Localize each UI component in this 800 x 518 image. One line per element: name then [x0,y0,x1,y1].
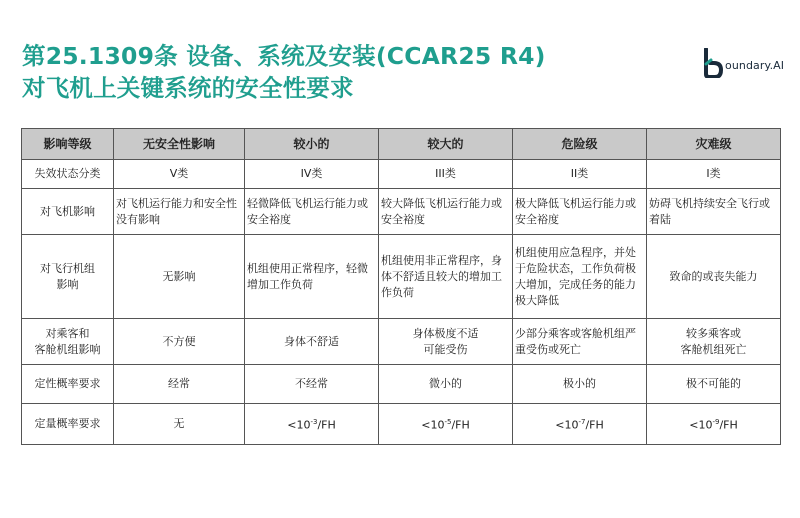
table-cell: 无影响 [114,235,245,319]
probability-exponent: -7 [578,418,586,427]
table-row [22,160,781,189]
table-cell: 微小的 [379,365,513,404]
title-line-1: 第25.1309条 设备、系统及安装(CCAR25 R4) [22,42,546,70]
probability-exponent: -5 [444,418,452,427]
probability-base: <10 [555,418,579,432]
table-cell: 机组使用非正常程序，身体不舒适且较大的增加工作负荷 [379,235,513,319]
row-label-line: 客舱机组影响 [34,342,101,356]
header-cell: 灾难级 [647,129,781,160]
table-cell: 极小的 [513,365,647,404]
table-cell [379,404,513,445]
probability-base: <10 [689,418,713,432]
title-line-2: 对飞机上关键系统的安全性要求 [22,74,354,102]
probability-unit: /FH [719,418,738,432]
table-cell: 经常 [114,365,245,404]
table-cell: III类 [379,160,513,189]
table-cell: 轻微降低飞机运行能力或安全裕度 [245,189,379,235]
header-cell: 较小的 [245,129,379,160]
logo-text-main: oundary [725,59,770,72]
table-cell: 妨碍飞机持续安全飞行或着陆 [647,189,781,235]
table-cell: 不方便 [114,319,245,365]
row-label-line: 对乘客和 [45,326,90,340]
table-cell: 较大降低飞机运行能力或安全裕度 [379,189,513,235]
table-row [22,365,781,404]
probability-exponent: -9 [712,418,720,427]
table-row [22,404,781,445]
probability-unit: /FH [451,418,470,432]
probability-exponent: -3 [310,418,318,427]
table-cell [513,404,647,445]
table-cell: II类 [513,160,647,189]
table-cell: V类 [114,160,245,189]
header-cell: 危险级 [513,129,647,160]
table-cell [245,404,379,445]
row-label: 定量概率要求 [22,404,114,445]
table-cell: 致命的或丧失能力 [647,235,781,319]
table-cell: 对飞机运行能力和安全性没有影响 [114,189,245,235]
row-label-line: 影响 [56,277,79,291]
header-cell: 无安全性影响 [114,129,245,160]
table-cell: I类 [647,160,781,189]
cell-line: 较多乘客或 [686,326,741,340]
table-cell [379,319,513,365]
table-cell: 身体不舒适 [245,319,379,365]
row-label [22,235,114,319]
header-cell: 影响等级 [22,129,114,160]
row-label: 对飞机影响 [22,189,114,235]
table-cell: 机组使用应急程序，并处于危险状态，工作负荷极大增加，完成任务的能力极大降低 [513,235,647,319]
safety-classification-table [21,128,781,445]
table-cell: 极大降低飞机运行能力或安全裕度 [513,189,647,235]
table-cell: 极不可能的 [647,365,781,404]
table-cell: 机组使用正常程序，轻微增加工作负荷 [245,235,379,319]
table-cell: 不经常 [245,365,379,404]
table-cell: 无 [114,404,245,445]
table-header-row [22,129,781,160]
cell-line: 客舱机组死亡 [680,342,747,356]
table-row [22,235,781,319]
table-cell: 少部分乘客或客舱机组严重受伤或死亡 [513,319,647,365]
table-row [22,189,781,235]
table-row [22,319,781,365]
table-cell: IV类 [245,160,379,189]
cell-line: 可能受伤 [423,342,468,356]
row-label [22,319,114,365]
probability-base: <10 [287,418,311,432]
boundary-logo-mark-icon [703,48,723,78]
slide-title [22,40,642,104]
row-label-line: 对飞行机组 [40,261,95,275]
probability-base: <10 [421,418,445,432]
probability-unit: /FH [585,418,604,432]
table-cell [647,404,781,445]
logo-text-suffix: .AI [769,59,785,72]
header-cell: 较大的 [379,129,513,160]
table-cell [647,319,781,365]
logo-text [725,59,784,78]
boundary-ai-logo [703,46,784,78]
probability-unit: /FH [317,418,336,432]
row-label: 定性概率要求 [22,365,114,404]
row-label: 失效状态分类 [22,160,114,189]
cell-line: 身体极度不适 [412,326,479,340]
